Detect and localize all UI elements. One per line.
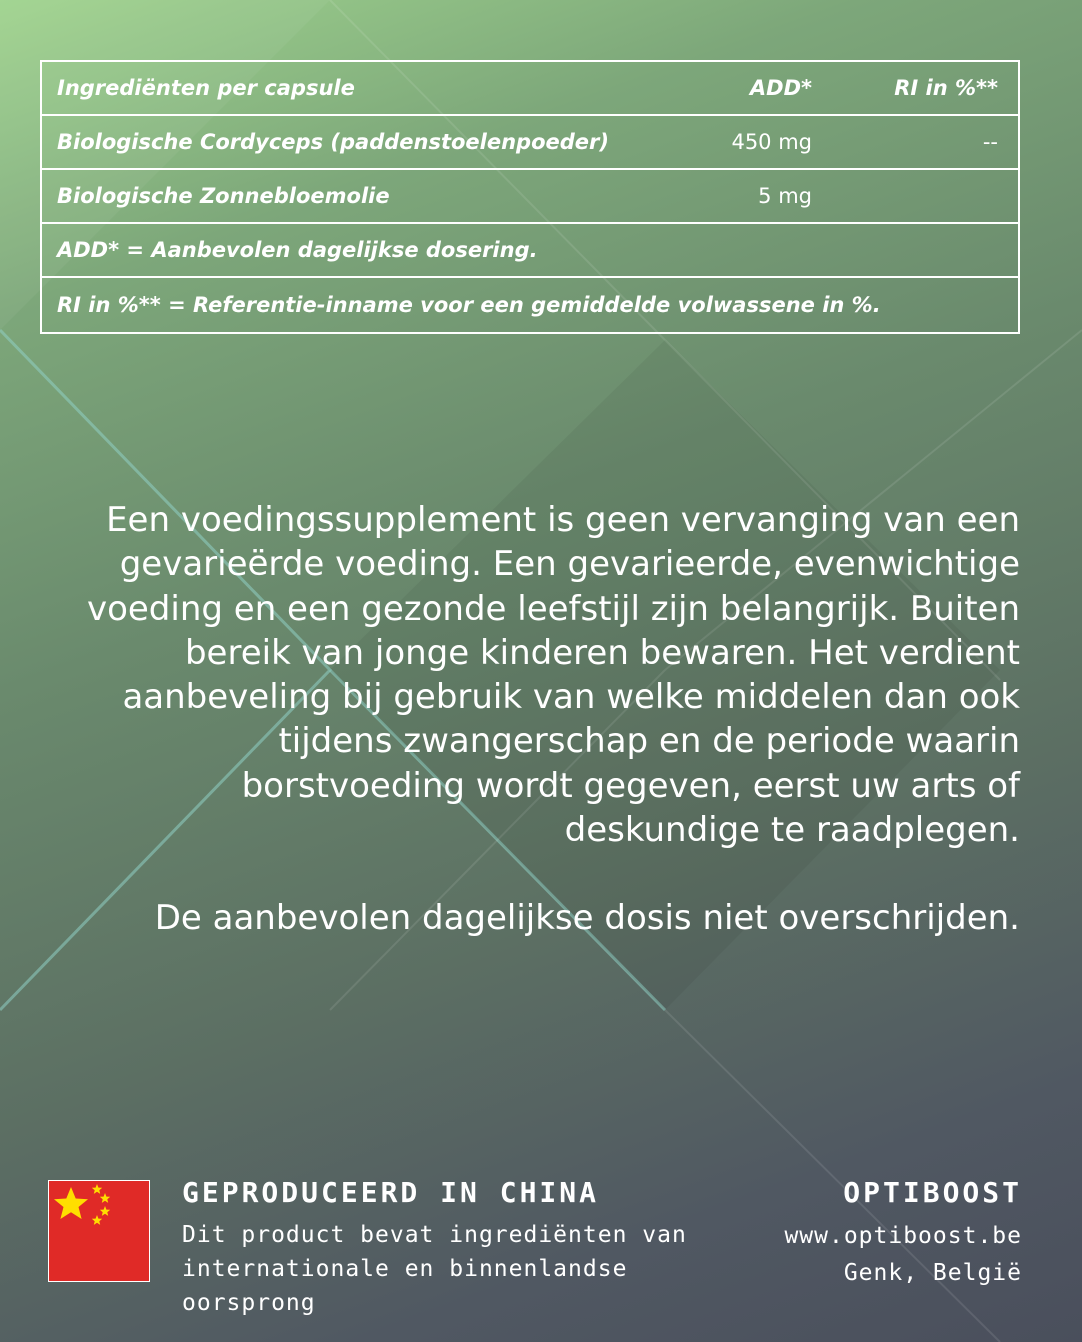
brand-info	[784, 1218, 1022, 1292]
ingredient-ri: --	[982, 130, 998, 154]
note-ri: RI in %** = Referentie-inname voor een gemiddelde volwassene in %.	[57, 293, 881, 317]
origin-line: Dit product bevat ingrediënten van	[182, 1222, 687, 1248]
dosage-warning: De aanbevolen dagelijkse dosis niet overschrijden.	[154, 898, 1020, 939]
origin-title: GEPRODUCEERD IN CHINA	[182, 1176, 600, 1209]
advice-text	[20, 498, 1020, 941]
header-add: ADD*	[749, 76, 812, 100]
advice-line: bereik van jonge kinderen bewaren. Het verdient	[184, 632, 1020, 673]
ingredient-name: Biologische Zonnebloemolie	[57, 184, 390, 208]
advice-line: aanbeveling bij gebruik van welke middelen dan ook	[122, 677, 1020, 718]
table-row	[42, 170, 1018, 224]
advice-line: deskundige te raadplegen.	[564, 810, 1020, 851]
brand-name: OPTIBOOST	[843, 1176, 1022, 1209]
nutrition-table	[40, 60, 1020, 334]
table-row	[42, 116, 1018, 170]
ingredient-name: Biologische Cordyceps (paddenstoelenpoeder)	[57, 130, 609, 154]
ingredient-add: 5 mg	[758, 184, 812, 208]
advice-paragraph	[20, 498, 1020, 852]
advice-line: gevarieërde voeding. Een gevarieerde, evenwichtige	[119, 544, 1020, 585]
ingredient-add: 450 mg	[731, 130, 812, 154]
header-ingredients: Ingrediënten per capsule	[57, 76, 355, 100]
origin-description	[182, 1218, 742, 1320]
advice-line: borstvoeding wordt gegeven, eerst uw arts of	[241, 765, 1020, 806]
advice-line: Een voedingssupplement is geen vervanging van een	[106, 500, 1020, 540]
china-flag-icon	[48, 1180, 150, 1282]
advice-line: tijdens zwangerschap en de periode waarin	[278, 721, 1020, 762]
brand-location: Genk, België	[843, 1260, 1022, 1286]
table-note-row	[42, 278, 1018, 332]
note-add: ADD* = Aanbevolen dagelijkse dosering.	[57, 238, 538, 262]
brand-website-link[interactable]: www.optiboost.be	[784, 1223, 1022, 1249]
table-header-row	[42, 62, 1018, 116]
header-ri: RI in %**	[894, 76, 998, 100]
table-note-row	[42, 224, 1018, 278]
advice-line: voeding en een gezonde leefstijl zijn belangrijk. Buiten	[86, 588, 1020, 629]
origin-line: internationale en binnenlandse oorsprong	[182, 1256, 628, 1316]
